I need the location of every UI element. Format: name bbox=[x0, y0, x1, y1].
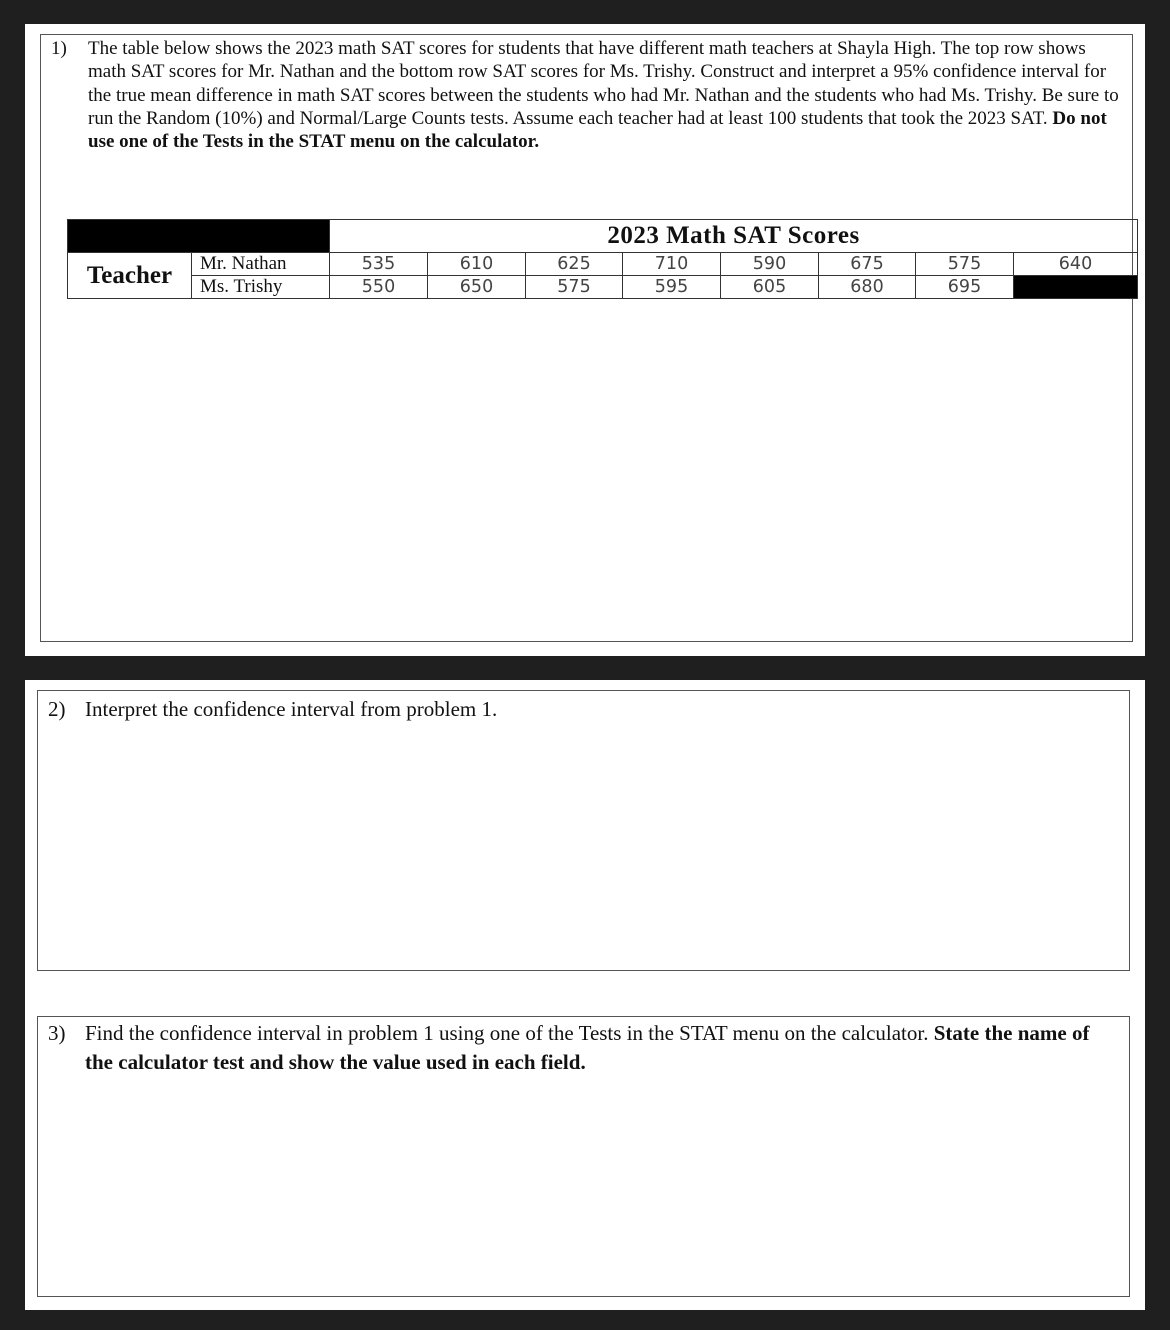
sat-scores-table bbox=[67, 219, 1138, 299]
score-cell: 680 bbox=[819, 276, 916, 299]
worksheet-page-2 bbox=[25, 680, 1145, 1310]
teacher-name-trishy: Ms. Trishy bbox=[192, 276, 330, 299]
question-2-text bbox=[48, 695, 1108, 723]
question-1-bold-instruction: Do not use one of the Tests in the STAT menu on the calculator. bbox=[88, 107, 1107, 153]
score-cell: 625 bbox=[526, 253, 623, 276]
question-1-number: 1) bbox=[51, 38, 67, 59]
table-corner-cell bbox=[68, 220, 330, 253]
question-1-prompt: The table below shows the 2023 math SAT scores for students that have different math teachers at Shayla High. The top row shows math SAT scores for Mr. Nathan and the bottom row SAT scores for Ms. Trishy. Construct and interpret a 95% confidence interval for the true mean difference in math SAT scores between the students who had Mr. Nathan and the students who had Ms. Trishy. Be sure to run the Random (10%) and Normal/Large Counts tests. Assume each teacher had at least 100 students that took the 2023 SAT. bbox=[88, 38, 1119, 129]
question-2-box[interactable] bbox=[37, 690, 1130, 971]
score-cell: 640 bbox=[1014, 253, 1138, 276]
question-3-number: 3) bbox=[48, 1021, 66, 1045]
worksheet-page-1 bbox=[25, 24, 1145, 656]
score-cell: 675 bbox=[819, 253, 916, 276]
score-cell: 695 bbox=[916, 276, 1014, 299]
teacher-name-nathan: Mr. Nathan bbox=[192, 253, 330, 276]
table-title: 2023 Math SAT Scores bbox=[330, 220, 1138, 253]
question-3-prompt: Find the confidence interval in problem 1 using one of the Tests in the STAT menu on the calculator. bbox=[85, 1021, 929, 1045]
question-1-box bbox=[40, 34, 1133, 642]
question-3-box[interactable] bbox=[37, 1016, 1130, 1297]
teacher-row-header: Teacher bbox=[68, 253, 192, 299]
empty-score-cell bbox=[1014, 276, 1138, 299]
score-cell: 590 bbox=[721, 253, 819, 276]
score-cell: 550 bbox=[330, 276, 428, 299]
score-cell: 710 bbox=[623, 253, 721, 276]
score-cell: 595 bbox=[623, 276, 721, 299]
score-cell: 610 bbox=[428, 253, 526, 276]
question-1-text bbox=[51, 37, 1121, 153]
score-cell: 535 bbox=[330, 253, 428, 276]
score-cell: 575 bbox=[526, 276, 623, 299]
score-cell: 605 bbox=[721, 276, 819, 299]
score-cell: 650 bbox=[428, 276, 526, 299]
question-3-text bbox=[48, 1019, 1108, 1077]
question-2-prompt: Interpret the confidence interval from problem 1. bbox=[85, 697, 498, 721]
question-2-number: 2) bbox=[48, 697, 66, 721]
score-cell: 575 bbox=[916, 253, 1014, 276]
question-3-bold-instruction: State the name of the calculator test and show the value used in each field. bbox=[85, 1021, 1090, 1074]
